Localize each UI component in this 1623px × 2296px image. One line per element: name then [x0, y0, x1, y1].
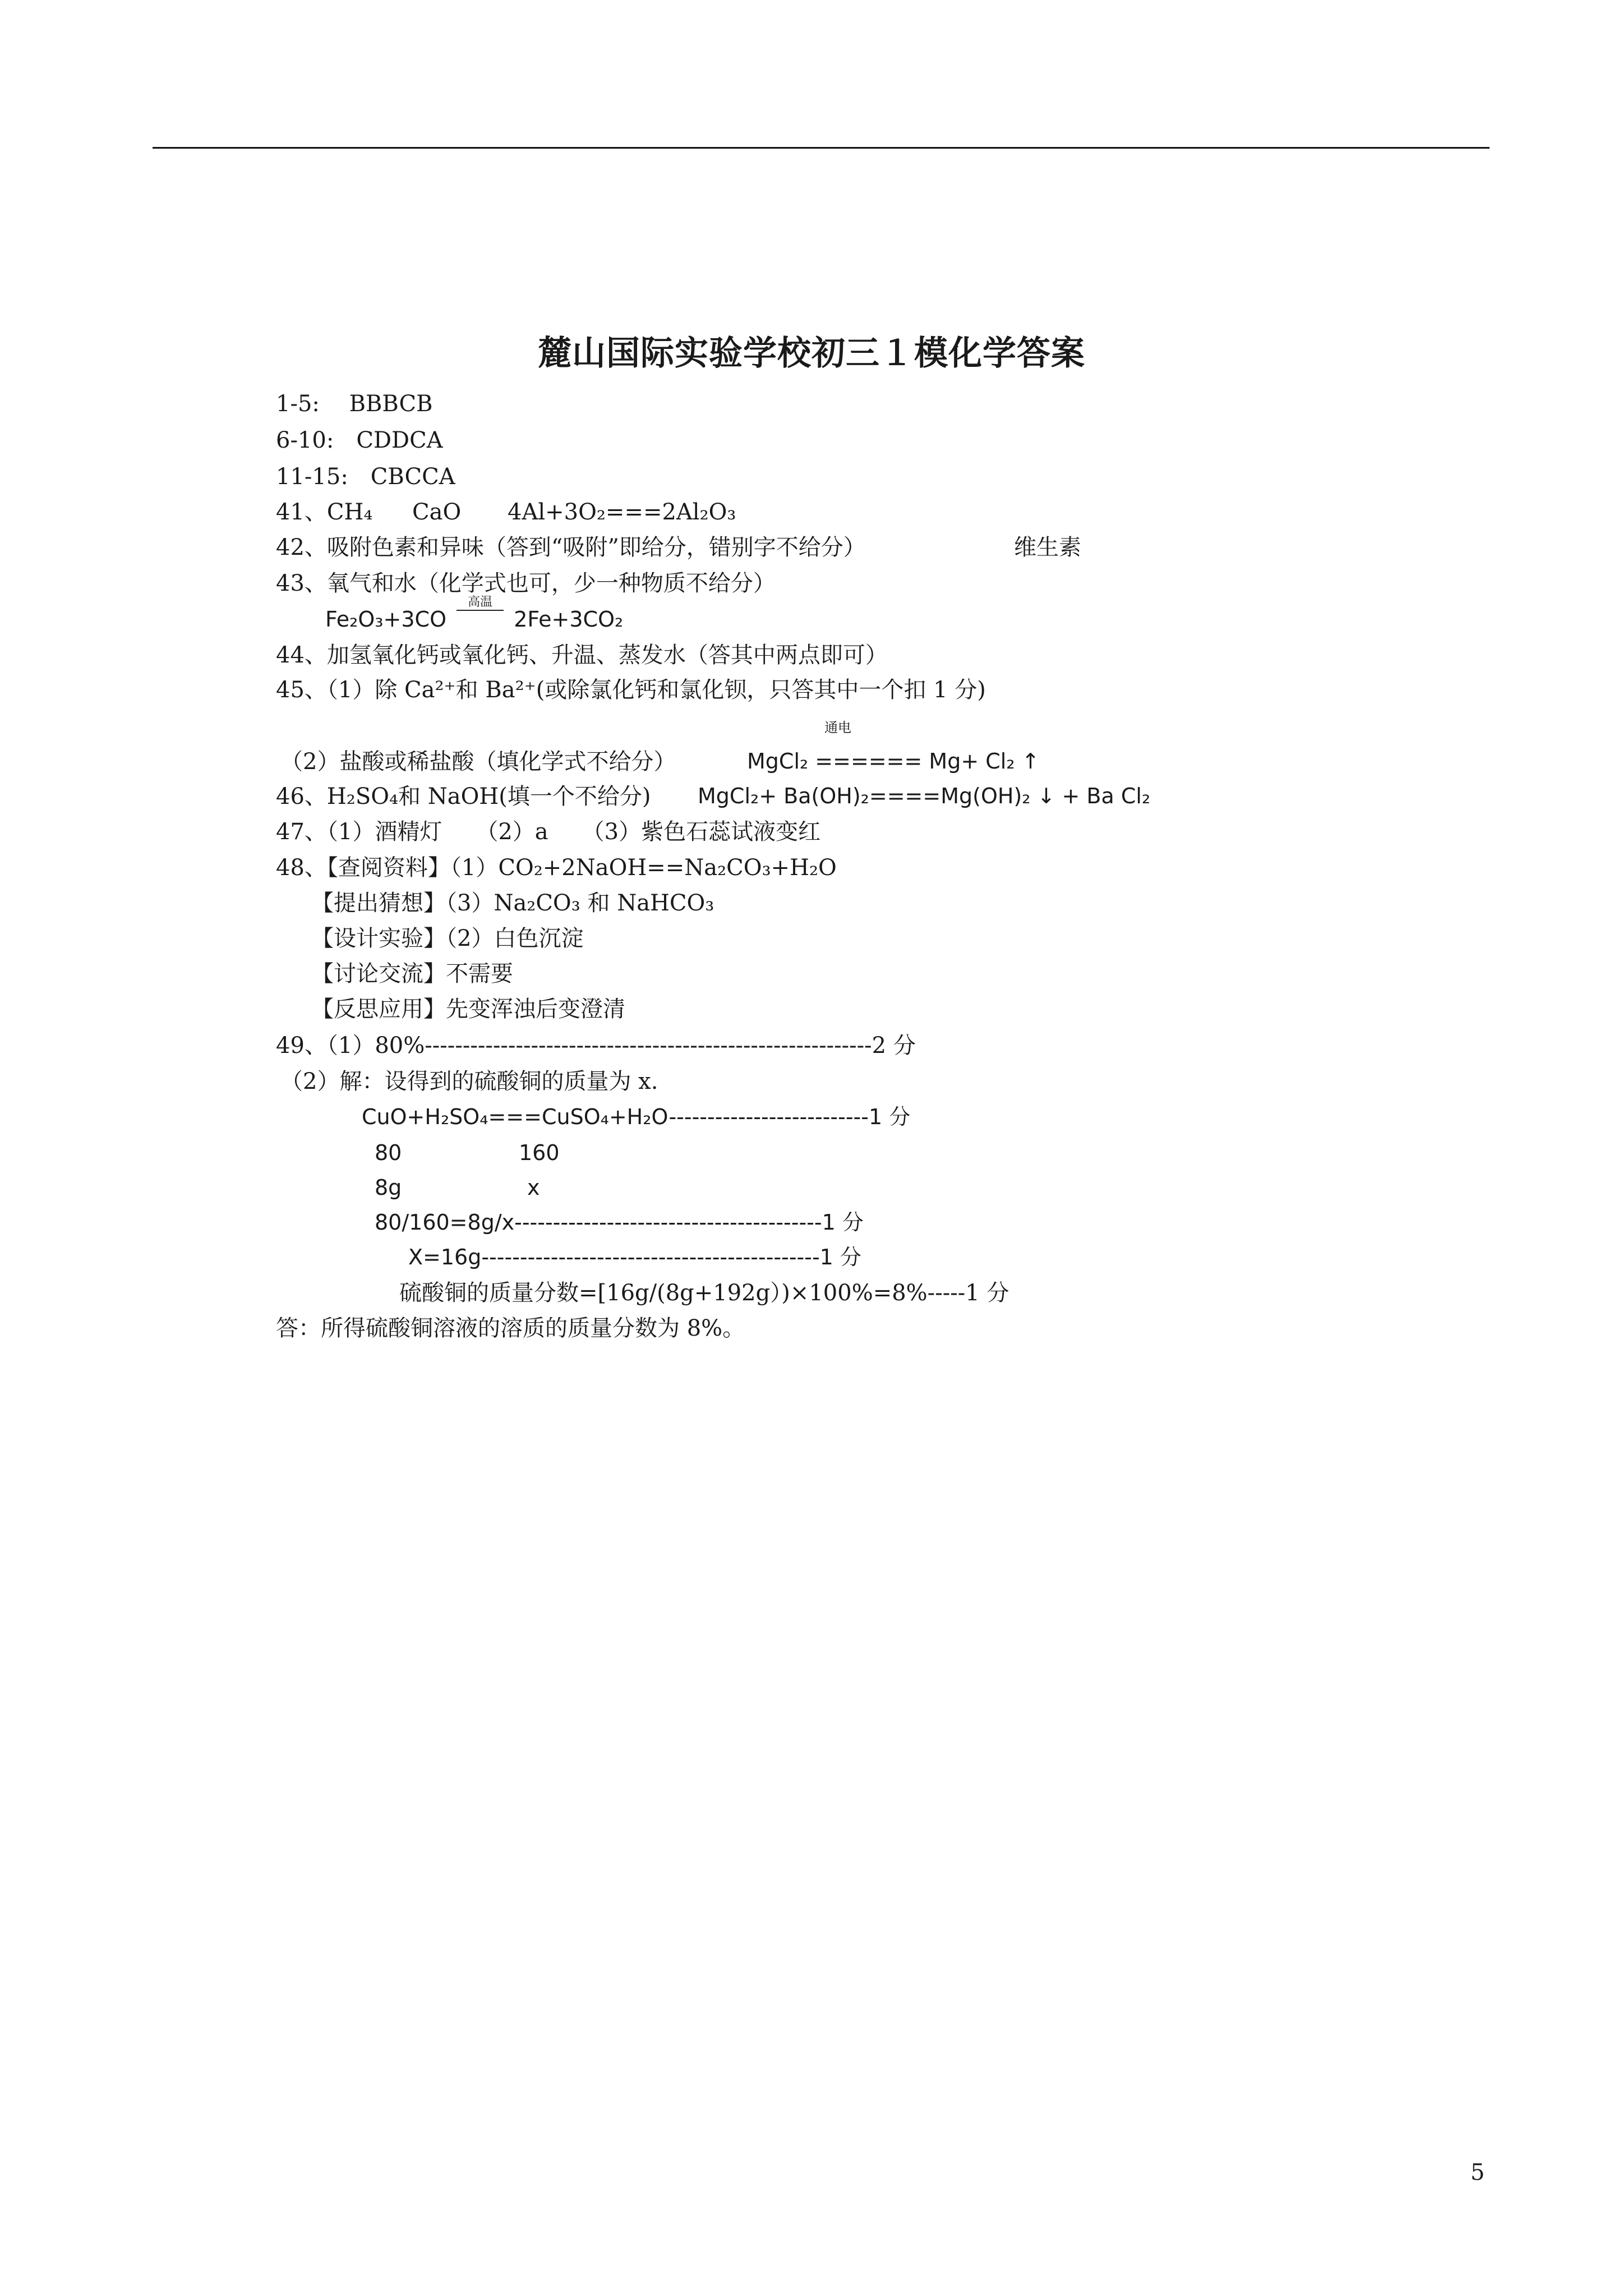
result-line: X=16g--------------------------------------------1 分 [408, 1245, 861, 1269]
molar-mass-cuo: 80 [375, 1140, 402, 1165]
answer-45-2-b: MgCl₂ ====== Mg+ Cl₂ ↑ [747, 749, 1040, 774]
answer-45-2-a: （2）盐酸或稀盐酸（填化学式不给分） [280, 749, 676, 775]
answer-41-c: 4Al+3O₂===2Al₂O₃ [508, 499, 736, 525]
final-answer: 答：所得硫酸铜溶液的溶质的质量分数为 8%。 [276, 1315, 745, 1341]
answer-line-1-5: 1-5: BBBCB [276, 391, 433, 417]
proportion-line: 80/160=8g/x----------------------------------------1 分 [375, 1210, 864, 1235]
answer-41-b: CaO [412, 499, 462, 525]
molar-mass-cuso4: 160 [519, 1140, 560, 1165]
answer-43-a: 43、氧气和水（化学式也可，少一种物质不给分） [276, 570, 776, 596]
answer-49-1: 49、（1）80%-----------------------------------------------------------2 分 [276, 1033, 916, 1059]
answer-45-1: 45、（1）除 Ca²⁺和 Ba²⁺(或除氯化钙和氯化钡，只答其中一个扣 1 分) [276, 677, 986, 703]
answer-42-a: 42、吸附色素和异味（答到“吸附”即给分，错别字不给分） [276, 535, 866, 560]
answer-42-b: 维生素 [1014, 535, 1081, 560]
reaction-condition [457, 595, 504, 630]
answer-line-11-15: 11-15: CBCCA [276, 464, 455, 490]
answer-48-2: 【提出猜想】（3）Na₂CO₃ 和 NaHCO₃ [311, 890, 714, 916]
page-number: 5 [1470, 2160, 1485, 2185]
answer-49-equation: CuO+H₂SO₄===CuSO₄+H₂O--------------------------1 分 [362, 1105, 911, 1129]
answer-48-1: 48、【查阅资料】（1）CO₂+2NaOH==Na₂CO₃+H₂O [276, 855, 837, 881]
header-rule [153, 147, 1490, 149]
answer-44: 44、加氢氧化钙或氧化钙、升温、蒸发水（答其中两点即可） [276, 642, 888, 668]
mass-fraction-line: 硫酸铜的质量分数=[16g/(8g+192g）)×100%=8%-----1 分 [399, 1280, 1009, 1306]
answer-43-equation [325, 595, 624, 632]
answer-line-6-10: 6-10: CDDCA [276, 427, 443, 453]
answer-46-b: MgCl₂+ Ba(OH)₂====Mg(OH)₂ ↓ + Ba Cl₂ [698, 784, 1151, 808]
document-title: 麓山国际实验学校初三１模化学答案 [538, 334, 1085, 373]
answer-41-a: 41、CH₄ [276, 499, 373, 525]
electrolysis-condition: 通电 [824, 720, 851, 735]
condition-label: 高温 [457, 596, 504, 611]
mass-unknown: x [527, 1175, 540, 1200]
answer-48-5: 【反思应用】先变浑浊后变澄清 [311, 996, 625, 1022]
answer-46-a: 46、H₂SO₄和 NaOH(填一个不给分) [276, 784, 651, 809]
mass-cuo: 8g [375, 1175, 402, 1200]
equation-left: Fe₂O₃+3CO [325, 607, 446, 632]
answer-49-2: （2）解：设得到的硫酸铜的质量为 x. [280, 1069, 658, 1094]
answer-47: 47、（1）酒精灯 （2）a （3）紫色石蕊试液变红 [276, 819, 821, 845]
equation-right: 2Fe+3CO₂ [514, 607, 624, 632]
answer-48-3: 【设计实验】（2）白色沉淀 [311, 926, 584, 951]
answer-48-4: 【讨论交流】不需要 [311, 961, 513, 987]
